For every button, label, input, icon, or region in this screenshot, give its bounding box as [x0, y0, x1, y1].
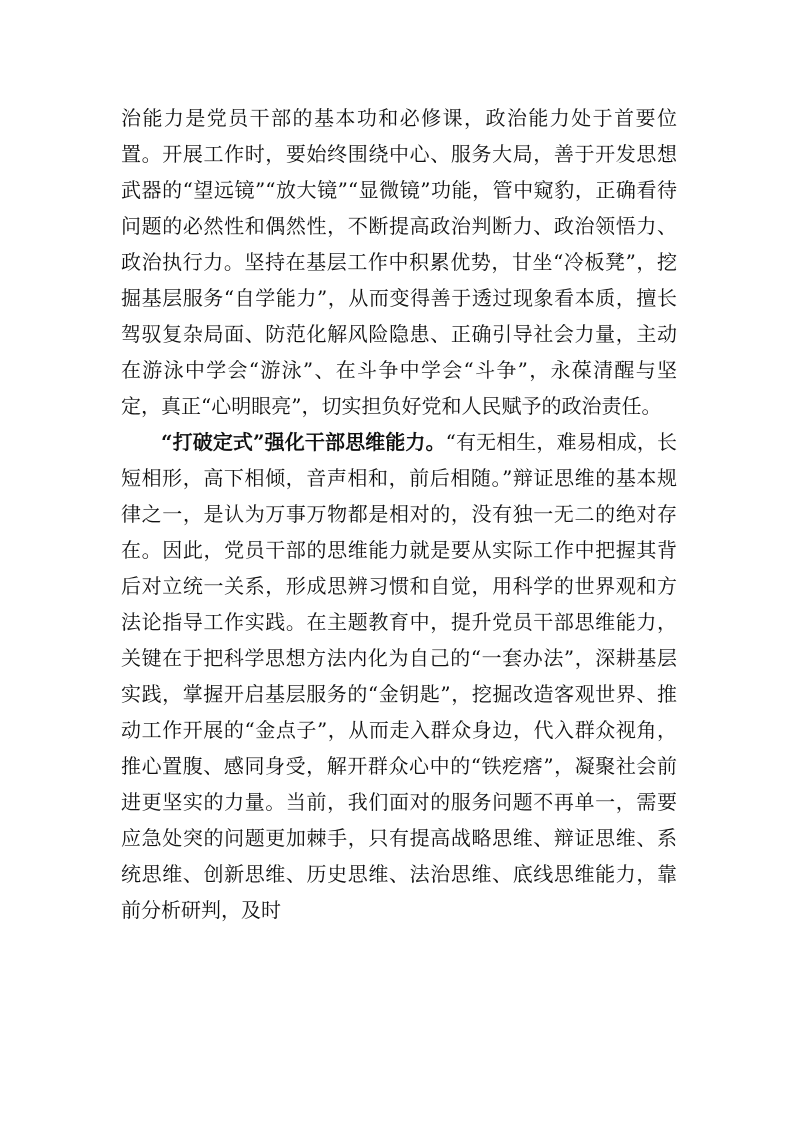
paragraph-heading: “打破定式”强化干部思维能力。: [161, 430, 446, 454]
paragraph-text: 治能力是党员干部的基本功和必修课，政治能力处于首要位置。开展工作时，要始终围绕中心、服务大局，善于开发思想武器的“望远镜”“放大镜”“显微镜”功能，管中窥豹，正确看待问题的必然性和偶然性，不断提高政治判断力、政治领悟力、政治执行力。坚持在基层工作中积累优势，甘坐“冷板凳”，挖掘基层服务“自学能力”，从而变得善于透过现象看本质，擅长驾驭复杂局面、防范化解风险隐患、正确引导社会力量，主动在游泳中学会“游泳”、在斗争中学会“斗争”，永葆清醒与坚定，真正“心明眼亮”，切实担负好党和人民赋予的政治责任。: [121, 106, 677, 418]
body-text: [121, 100, 677, 928]
paragraph-text: “有无相生，难易相成，长短相形，高下相倾，音声相和，前后相随。”辩证思维的基本规律之一，是认为万事万物都是相对的，没有独一无二的绝对存在。因此，党员干部的思维能力就是要从实际工作中把握其背后对立统一关系，形成思辨习惯和自觉，用科学的世界观和方法论指导工作实践。在主题教育中，提升党员干部思维能力，关键在于把科学思想方法内化为自己的“一套办法”，深耕基层实践，掌握开启基层服务的“金钥匙”，挖掘改造客观世界、推动工作开展的“金点子”，从而走入群众身边，代入群众视角，推心置腹、感同身受，解开群众心中的“铁疙瘩”，凝聚社会前进更坚实的力量。当前，我们面对的服务问题不再单一，需要应急处突的问题更加棘手，只有提高战略思维、辩证思维、系统思维、创新思维、历史思维、法治思维、底线思维能力，靠前分析研判，及时: [121, 430, 677, 922]
paragraph-political-ability: [121, 100, 677, 424]
paragraph-thinking-ability: [121, 424, 677, 928]
